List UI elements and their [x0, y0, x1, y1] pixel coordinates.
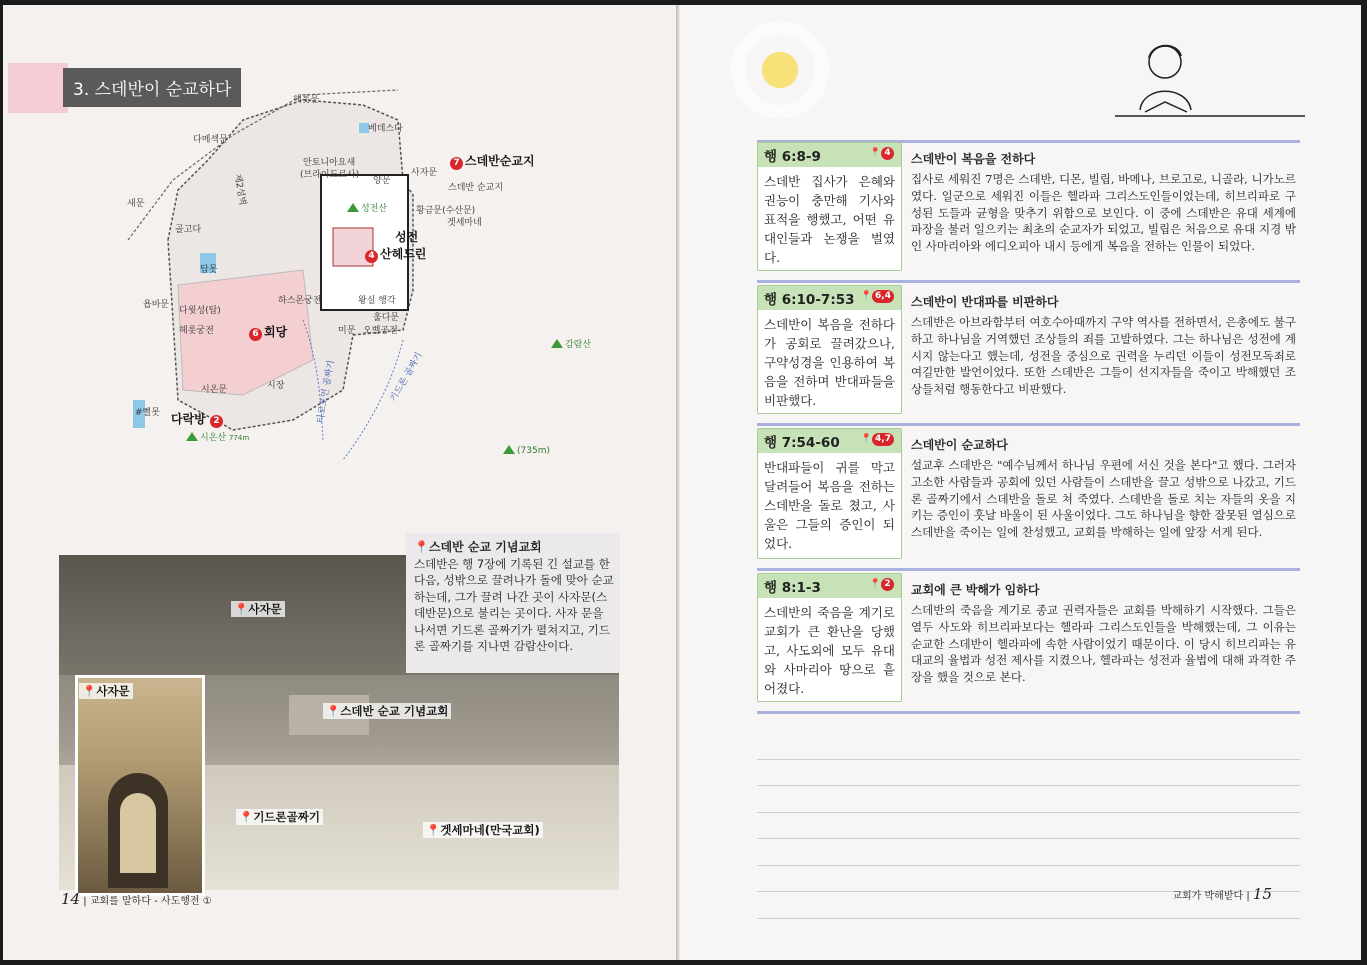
- mountain-icon: [503, 445, 515, 454]
- map-label: 왕실 행각: [358, 296, 396, 306]
- table-row: [757, 571, 1300, 714]
- commentary: [907, 426, 1300, 541]
- photo-label: 📍기드론골짜기: [236, 809, 323, 825]
- verse-ref: 행 7:54-60 📍 4,7: [758, 429, 901, 453]
- table-row: [757, 140, 1300, 283]
- reading-person-illustration: [1115, 40, 1305, 130]
- upper-room-label: 다락방 2: [171, 410, 225, 428]
- verse-ref: 행 8:1-3 📍 2: [758, 574, 901, 598]
- commentary-heading: 스데반이 순교하다: [911, 438, 1008, 452]
- map-pin-icon: 📍 4: [870, 147, 896, 160]
- commentary-heading: 스데반이 반대파를 비판하다: [911, 295, 1059, 309]
- memorial-church-caption: [406, 533, 620, 673]
- map-label: 훌다문: [373, 313, 400, 323]
- map-label: 탑못: [200, 265, 218, 275]
- mountain-icon: [551, 339, 563, 348]
- map-label: 다메섹문: [193, 135, 228, 145]
- mountain-icon: [186, 432, 198, 441]
- map-label: 헤롯문: [293, 95, 320, 105]
- map-label: 사자문: [411, 168, 438, 178]
- map-label: 새문: [127, 199, 145, 209]
- commentary: [907, 571, 1300, 686]
- pin-6: 6: [249, 328, 262, 341]
- verse-summary: 스데반 집사가 은혜와 권능이 충만해 기사와 표적을 행했고, 어떤 유대인들과 논쟁을 벌였다.: [764, 174, 895, 265]
- map-label: 시온산 774m: [186, 430, 249, 443]
- commentary-body: 스데반은 아브라함부터 여호수아때까지 구약 역사를 전하면서, 은총에도 불구하고 하나님을 거역했던 조상들의 죄를 고발하였다. 그는 하나님은 성전에 계시지 않는다고 했는데, 성전을 중심으로 권력을 누리던 이들이 성전모독죄로 여길만한 발언이었다. 또한 스데반은 그들이 선지자들을 죽이고 박해했던 조상들처럼 행동한다고 비판했다.: [911, 315, 1296, 397]
- right-footer: 교회가 박해받다 | 15: [1172, 885, 1272, 903]
- footer-text: 교회가 박해받다: [1172, 891, 1244, 902]
- verse-ref: 행 6:10-7:53 📍 6,4: [758, 286, 901, 310]
- jerusalem-map: [3, 60, 676, 505]
- pin-4: 4: [365, 250, 378, 263]
- map-label: 다윗성(탑): [179, 306, 221, 316]
- commentary: [907, 140, 1300, 255]
- map-label: #뻘못: [135, 408, 160, 418]
- caption-body: 스데반은 행 7장에 기록된 긴 설교를 한 다음, 성밖으로 끌려나가 돌에 맞아 순교하는데, 그가 끌려 나간 곳이 사자문(스데반문)으로 불리는 곳이다. 사자 문을 나서면 기드론 골짜기가 펼쳐지고, 기드론 골짜기를 지나면 감람산이다.: [414, 556, 614, 653]
- map-label: (735m): [503, 445, 550, 456]
- map-label: 헤롯궁전: [179, 326, 214, 336]
- map-label: 황금문(수산문): [416, 206, 476, 216]
- commentary-body: 집사로 세워진 7명은 스데반, 디몬, 빌립, 바메나, 브로고로, 니골라, 니가노르였다. 일군으로 세워진 이들은 헬라파 그리스도인들이었는데, 히브리파로 구성된 도들과 균형을 맞추기 위함으로 보인다. 이 중에 스데반은 유대 세계에 파장을 불러 일으키는 최초의 순교자가 되었고, 빌립은 처음으로 유대 지경 밖인 사마리아와 에디오피아 내시 등에게 복음을 전하는 인물이 되었다.: [911, 172, 1296, 254]
- gate-arch: [108, 773, 168, 888]
- verse-card: [757, 573, 902, 702]
- pin-7: 7: [450, 157, 463, 170]
- map-label: 스데반 순교지: [448, 183, 504, 193]
- pin-2: 2: [210, 415, 223, 428]
- verse-summary: 반대파들이 귀를 막고 달려들어 복음을 전하는 스데반을 돌로 쳤고, 사울은 그들의 증인이 되었다.: [764, 460, 895, 551]
- footer-text: 교회를 말하다 - 사도행전 ①: [89, 896, 212, 907]
- map-label: 성전: [395, 230, 419, 244]
- map-label: 시온문: [201, 385, 228, 395]
- mountain-icon: [347, 203, 359, 212]
- map-pin-icon: 📍 6,4: [861, 290, 896, 303]
- map-label: 골고다: [175, 225, 202, 235]
- lion-gate-photo: [75, 675, 205, 896]
- verse-summary: 스데반의 죽음을 계기로 교회가 큰 환난을 당했고, 사도외에 모두 유대와 사마리아 땅으로 흩어졌다.: [764, 605, 895, 696]
- commentary-body: 설교후 스데반은 "예수님께서 하나님 우편에 서신 것을 본다"고 했다. 그러자 고소한 사람들과 공회에 있던 사람들이 스데반을 끌고 성밖으로 나갔고, 기드론 골짜기에서 스데반을 돌로 쳐 죽였다. 스데반을 돌로 치는 자들의 옷을 지키는 증인이 훗날 바울이 된 사울이었다. 그도 하나님을 향한 잘못된 열심으로 스데반을 죽이는 일에 찬성했고, 교회를 박해하는 일에 앞장 서게 된다.: [911, 458, 1296, 540]
- flower-decoration: [745, 35, 815, 105]
- map-label: 시장: [267, 381, 285, 391]
- left-page: [3, 5, 676, 960]
- page-number: 14: [61, 890, 81, 908]
- verse-summary: 스데반이 복음을 전하다가 공회로 끌려갔으나, 구약성경을 인용하여 복음을 전하며 반대파들을 비판했다.: [764, 317, 895, 408]
- commentary-heading: 교회에 큰 박해가 임하다: [911, 583, 1040, 597]
- map-label: (브라이도로사): [300, 170, 360, 180]
- map-pin-icon: 📍 4,7: [861, 433, 896, 446]
- synagogue-label: 6 회당: [249, 323, 287, 341]
- map-label: 욥바문: [143, 300, 170, 310]
- map-label: 하스몬궁전: [278, 296, 322, 306]
- table-row: [757, 283, 1300, 426]
- verse-card: [757, 285, 902, 414]
- section-title: 3. 스데반이 순교하다: [63, 68, 241, 107]
- commentary-body: 스데반의 죽음을 계기로 종교 권력자들은 교회를 박해하기 시작했다. 그들은 열두 사도와 히브리파보다는 헬라파 그리스도인들을 박해했는데, 그 이유는 순교한 스데반이 헬라파에 속한 사람이었기 때문이다. 이 당시 히브리파는 유대교의 율법과 성전 제사를 지켰으나, 헬라파는 성전과 율법에 대해 과격한 주장을 했을 것으로 본다.: [911, 603, 1296, 685]
- commentary-heading: 스데반이 복음을 전하다: [911, 152, 1036, 166]
- map-label: 감람산: [551, 337, 591, 350]
- map-label: 겟세마네: [447, 218, 482, 228]
- map-label: 베데스다: [368, 124, 403, 134]
- map-label: 미문: [338, 326, 356, 336]
- caption-title: 📍스데반 순교 기념교회: [414, 540, 542, 554]
- map-label: 티로포언 골짜기: [315, 359, 337, 425]
- map-label: 양문: [373, 176, 391, 186]
- map-label: 기드론 골짜기: [388, 350, 425, 404]
- photo-label: 📍겟세마네(만국교회): [423, 822, 543, 838]
- table-row: [757, 426, 1300, 571]
- sanhedrin-label: 4 산헤드린: [365, 245, 426, 263]
- map-label: 안토니아요새: [303, 158, 356, 168]
- map-label: 제2성벽: [231, 173, 248, 207]
- study-table: [757, 140, 1300, 714]
- verse-ref: 행 6:8-9 📍 4: [758, 143, 901, 167]
- commentary: [907, 283, 1300, 398]
- photo-label: 📍사자문: [79, 683, 133, 699]
- map-label: 성전산: [347, 201, 387, 214]
- photo-label: 📍스데반 순교 기념교회: [323, 703, 451, 719]
- page-number: 15: [1252, 885, 1272, 903]
- map-pin-icon: 📍 2: [870, 578, 896, 591]
- martyr-site-label: 7 스데반순교지: [450, 152, 535, 170]
- map-label: 오벨공전: [363, 326, 398, 336]
- photo-label: 📍사자문: [231, 601, 285, 617]
- verse-card: [757, 142, 902, 271]
- left-footer: 14 | 교회를 말하다 - 사도행전 ①: [61, 890, 212, 908]
- verse-card: [757, 428, 902, 559]
